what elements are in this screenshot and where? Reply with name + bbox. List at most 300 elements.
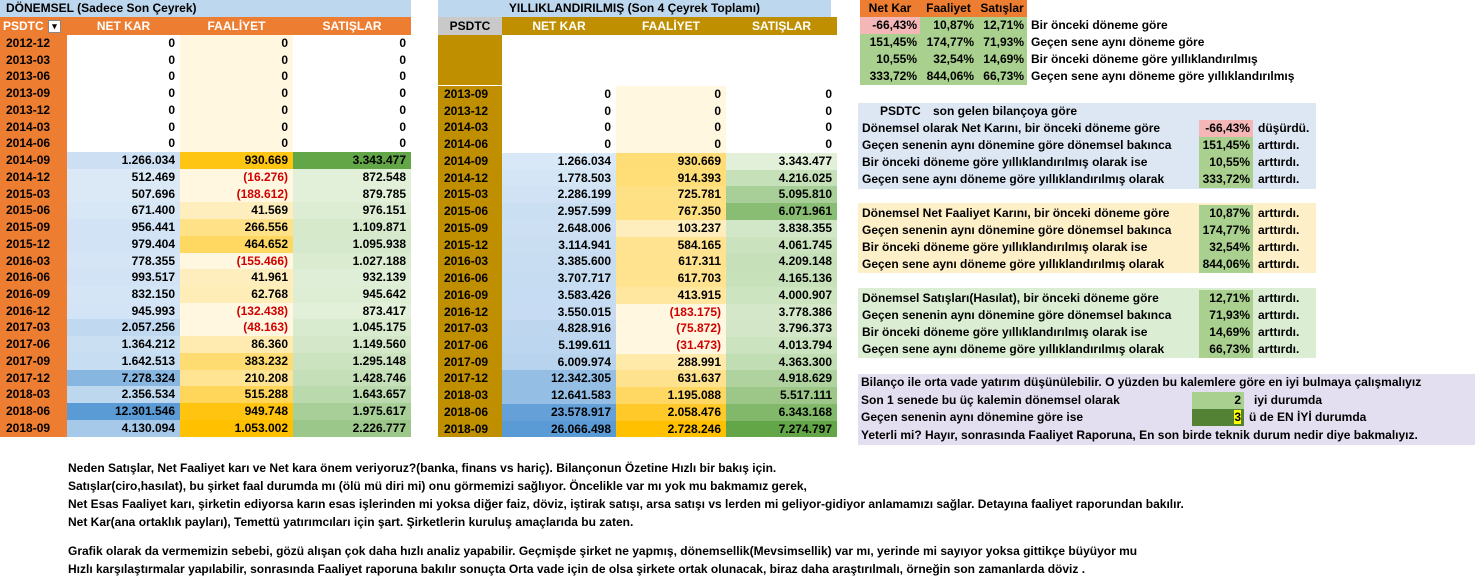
netkar-cell[interactable]: 993.517 (67, 269, 180, 286)
period-cell[interactable]: 2013-09 (0, 85, 67, 102)
period-cell[interactable]: 2017-06 (438, 337, 502, 354)
table-row (0, 186, 411, 203)
analysis-line-suffix: arttırdı. (1258, 240, 1300, 254)
summary-header-faaliyet: Faaliyet (920, 0, 977, 17)
table-row (0, 102, 411, 119)
satislar-cell[interactable]: 932.139 (293, 269, 411, 286)
right-col-faaliyet-header: FAALİYET (616, 17, 726, 35)
period-cell[interactable]: 2016-12 (0, 303, 67, 320)
satislar-cell[interactable]: 3.778.386 (726, 304, 837, 321)
table-row (438, 387, 837, 404)
faaliyet-cell[interactable]: (75.872) (616, 320, 726, 337)
period-cell[interactable]: 2018-09 (0, 420, 67, 437)
netkar-cell[interactable]: 0 (67, 119, 180, 136)
faaliyet-cell[interactable]: 1.053.002 (180, 420, 293, 437)
satislar-cell[interactable]: 879.785 (293, 186, 411, 203)
netkar-cell[interactable]: 23.578.917 (502, 404, 616, 421)
period-cell[interactable]: 2015-09 (438, 220, 502, 237)
period-cell[interactable]: 2016-06 (438, 270, 502, 287)
period-cell[interactable]: 2017-09 (0, 353, 67, 370)
netkar-cell[interactable]: 3.114.941 (502, 237, 616, 254)
summary-pct-cell[interactable]: 12,71% (977, 17, 1027, 34)
right-period-column-bg (438, 35, 502, 85)
analysis-line-value[interactable]: 14,69% (1199, 324, 1253, 341)
table-row (438, 320, 837, 337)
note-line-4: Net Kar(ana ortaklık payları), Temettü yatırımcıları için şart. Şirketlerin kuruluş amaçlarıda bu zaten. (68, 515, 634, 529)
faaliyet-cell[interactable]: 515.288 (180, 386, 293, 403)
analysis-line-suffix: arttırdı. (1258, 291, 1300, 305)
netkar-cell[interactable]: 0 (67, 52, 180, 69)
analysis-line-value[interactable]: 12,71% (1199, 290, 1253, 307)
summary-row-label: Geçen sene aynı döneme göre yıllıklandırılmış (1031, 69, 1295, 83)
analysis-line-text: Geçen sene aynı döneme göre yıllıklandırılmış olarak (862, 342, 1165, 356)
netkar-cell[interactable]: 1.642.513 (67, 353, 180, 370)
summary-header-netkar: Net Kar (860, 0, 920, 17)
netkar-cell[interactable]: 1.364.212 (67, 336, 180, 353)
analysis-line-text: Dönemsel olarak Net Karını, bir önceki döneme göre (862, 121, 1161, 135)
period-cell[interactable]: 2018-06 (438, 404, 502, 421)
netkar-cell[interactable]: 0 (502, 86, 616, 103)
table-row (438, 136, 837, 153)
satislar-cell[interactable]: 0 (293, 68, 411, 85)
faaliyet-cell[interactable]: 2.058.476 (616, 404, 726, 421)
period-cell[interactable]: 2015-06 (438, 203, 502, 220)
summary-pct-cell[interactable]: 66,73% (977, 68, 1027, 85)
netkar-cell[interactable]: 979.404 (67, 236, 180, 253)
netkar-cell[interactable]: 2.648.006 (502, 220, 616, 237)
period-cell[interactable]: 2013-06 (0, 68, 67, 85)
satislar-cell[interactable]: 4.363.300 (726, 354, 837, 371)
netkar-cell[interactable]: 671.400 (67, 202, 180, 219)
bilanco-line-2: Son 1 senede bu üç kalemin dönemsel olarak (861, 393, 1120, 407)
analysis-line-value[interactable]: 32,54% (1199, 239, 1253, 256)
netkar-cell[interactable]: 1.778.503 (502, 170, 616, 187)
table-row (0, 403, 411, 420)
netkar-cell[interactable]: 12.641.583 (502, 387, 616, 404)
period-cell[interactable]: 2018-03 (438, 387, 502, 404)
period-cell[interactable]: 2017-12 (438, 370, 502, 387)
bilanco-line-3-suffix: ü de EN İYİ durumda (1249, 410, 1367, 424)
faaliyet-cell[interactable]: (132.438) (180, 303, 293, 320)
period-cell[interactable]: 2014-06 (0, 135, 67, 152)
netkar-cell[interactable]: 2.957.599 (502, 203, 616, 220)
analysis-line-suffix: düşürdü. (1258, 121, 1310, 135)
faaliyet-cell[interactable]: 0 (180, 52, 293, 69)
period-cell[interactable]: 2013-09 (438, 86, 502, 103)
summary-pct-cell[interactable]: 32,54% (920, 51, 977, 68)
left-col-period-header[interactable] (0, 17, 67, 35)
faaliyet-cell[interactable]: (188.612) (180, 186, 293, 203)
period-cell[interactable]: 2013-03 (0, 52, 67, 69)
netkar-cell[interactable]: 832.150 (67, 286, 180, 303)
satislar-cell[interactable]: 1.428.746 (293, 370, 411, 387)
analysis-line-suffix: arttırdı. (1258, 342, 1300, 356)
satislar-cell[interactable]: 3.796.373 (726, 320, 837, 337)
note-line-3: Net Esas Faaliyet karı, şirketin ediyorsa karın esas işlerinden mi yoksa diğer faiz, döviz, iştirak satışı, arsa satışı vs lerden mi geliyor-gidiyor anlamamızı sağlar. Detayına faaliyet raporundan bakılır. (68, 497, 1184, 511)
analysis-line-value[interactable]: 66,73% (1199, 341, 1253, 358)
summary-pct-cell[interactable]: 333,72% (860, 68, 920, 85)
period-cell[interactable]: 2015-03 (0, 186, 67, 203)
faaliyet-analysis-box (858, 203, 1316, 273)
satislar-cell[interactable]: 0 (293, 135, 411, 152)
table-row (438, 119, 837, 136)
summary-pct-cell[interactable]: 151,45% (860, 34, 920, 51)
faaliyet-cell[interactable]: (183.175) (616, 304, 726, 321)
period-cell[interactable]: 2014-03 (438, 119, 502, 136)
faaliyet-cell[interactable]: 41.569 (180, 202, 293, 219)
period-cell[interactable]: 2012-12 (0, 35, 67, 52)
analysis-line-value[interactable]: -66,43% (1199, 120, 1253, 137)
faaliyet-cell[interactable]: 413.915 (616, 287, 726, 304)
netkar-cell[interactable]: 507.696 (67, 186, 180, 203)
analysis-line-value[interactable]: 333,72% (1199, 171, 1253, 188)
satislar-cell[interactable]: 7.274.797 (726, 421, 837, 438)
period-cell[interactable]: 2016-09 (438, 287, 502, 304)
netkar-cell[interactable]: 1.266.034 (67, 152, 180, 169)
faaliyet-cell[interactable]: 2.728.246 (616, 421, 726, 438)
faaliyet-cell[interactable]: 0 (180, 85, 293, 102)
netkar-cell[interactable]: 0 (67, 102, 180, 119)
satislar-cell[interactable]: 0 (726, 86, 837, 103)
analysis-line-text: Dönemsel Net Faaliyet Karını, bir önceki döneme göre (862, 206, 1170, 220)
netkar-cell[interactable]: 0 (67, 85, 180, 102)
summary-row-label: Bir önceki döneme göre (1031, 18, 1168, 32)
netkar-cell[interactable]: 956.441 (67, 219, 180, 236)
table-row (0, 253, 411, 270)
table-row (0, 286, 411, 303)
summary-pct-cell[interactable]: 71,93% (977, 34, 1027, 51)
satislar-cell[interactable]: 4.165.136 (726, 270, 837, 287)
netkar-cell[interactable]: 7.278.324 (67, 370, 180, 387)
table-row (438, 237, 837, 254)
table-row (438, 253, 837, 270)
summary-pct-cell[interactable]: 14,69% (977, 51, 1027, 68)
faaliyet-cell[interactable]: 0 (180, 35, 293, 52)
satislar-cell[interactable]: 4.209.148 (726, 253, 837, 270)
faaliyet-cell[interactable]: (31.473) (616, 337, 726, 354)
period-cell[interactable]: 2017-03 (0, 319, 67, 336)
satislar-cell[interactable]: 0 (293, 35, 411, 52)
analysis-line-suffix: arttırdı. (1258, 206, 1300, 220)
analysis-line-text: Geçen sene aynı döneme göre yıllıklandırılmış olarak (862, 172, 1165, 186)
bilanco-line-2-suffix: iyi durumda (1254, 393, 1323, 407)
period-cell[interactable]: 2016-12 (438, 304, 502, 321)
table-row (0, 85, 411, 102)
right-table-header (438, 17, 837, 35)
summary-pct-cell[interactable]: 10,55% (860, 51, 920, 68)
analysis-line-text: Bir önceki döneme göre yıllıklandırılmış olarak ise (862, 240, 1148, 254)
satislar-cell[interactable]: 4.013.794 (726, 337, 837, 354)
period-cell[interactable]: 2017-03 (438, 320, 502, 337)
table-row (0, 202, 411, 219)
satislar-cell[interactable]: 1.295.148 (293, 353, 411, 370)
netkar-cell[interactable]: 6.009.974 (502, 354, 616, 371)
table-row (438, 86, 837, 103)
satislar-cell[interactable]: 1.095.938 (293, 236, 411, 253)
satislar-cell[interactable]: 0 (726, 103, 837, 120)
right-col-netkar-header: NET KAR (502, 17, 616, 35)
netkar-cell[interactable]: 512.469 (67, 169, 180, 186)
left-col-period-label: PSDTC (3, 19, 44, 33)
period-cell[interactable]: 2015-12 (438, 237, 502, 254)
right-col-satislar-header: SATIŞLAR (726, 17, 837, 35)
table-row (0, 219, 411, 236)
satislar-cell[interactable]: 0 (293, 119, 411, 136)
faaliyet-cell[interactable]: 631.637 (616, 370, 726, 387)
note-line-6: Hızlı karşılaştırmalar yapılabilir, sonrasında Faaliyet raporuna bakılır sonuçta Orta vade için de olsa şirkete ortak olunacak, biraz daha araştırılmalı, örneğin son zamanlarda döviz . (68, 562, 1086, 576)
netkar-cell[interactable]: 3.707.717 (502, 270, 616, 287)
netkar-cell[interactable]: 0 (67, 135, 180, 152)
summary-pct-cell[interactable]: 174,77% (920, 34, 977, 51)
right-data-table (438, 86, 837, 437)
faaliyet-cell[interactable]: 0 (180, 135, 293, 152)
table-row (0, 269, 411, 286)
satislar-cell[interactable]: 6.343.168 (726, 404, 837, 421)
faaliyet-cell[interactable]: 584.165 (616, 237, 726, 254)
table-row (438, 103, 837, 120)
summary-pct-cell[interactable]: 844,06% (920, 68, 977, 85)
period-cell[interactable]: 2014-06 (438, 136, 502, 153)
analysis-line-text: Geçen senenin aynı dönemine göre dönemsel bakınca (862, 308, 1172, 322)
satislar-cell[interactable]: 1.149.560 (293, 336, 411, 353)
satislar-cell[interactable]: 0 (293, 85, 411, 102)
netkar-cell[interactable]: 12.301.546 (67, 403, 180, 420)
faaliyet-cell[interactable]: (16.276) (180, 169, 293, 186)
satislar-cell[interactable]: 3.838.355 (726, 220, 837, 237)
faaliyet-cell[interactable]: 288.991 (616, 354, 726, 371)
period-cell[interactable]: 2017-12 (0, 370, 67, 387)
netkar-analysis-box (858, 103, 1316, 189)
satislar-cell[interactable]: 1.109.871 (293, 219, 411, 236)
faaliyet-cell[interactable]: 0 (616, 86, 726, 103)
netkar-cell[interactable]: 778.355 (67, 253, 180, 270)
table-row (0, 420, 411, 437)
netkar-cell[interactable]: 945.993 (67, 303, 180, 320)
faaliyet-cell[interactable]: 617.311 (616, 253, 726, 270)
period-cell[interactable]: 2018-09 (438, 421, 502, 438)
period-cell[interactable]: 2016-06 (0, 269, 67, 286)
analysis-line-suffix: arttırdı. (1258, 172, 1300, 186)
analysis-line-text: Geçen senenin aynı dönemine göre dönemsel bakınca (862, 138, 1172, 152)
period-cell[interactable]: 2016-03 (438, 253, 502, 270)
satislar-cell[interactable]: 5.517.111 (726, 387, 837, 404)
analysis-line-text: Geçen senenin aynı dönemine göre dönemsel bakınca (862, 223, 1172, 237)
satislar-cell[interactable]: 4.918.629 (726, 370, 837, 387)
faaliyet-cell[interactable]: 41.961 (180, 269, 293, 286)
analysis-line-value[interactable]: 174,77% (1199, 222, 1253, 239)
table-row (438, 404, 837, 421)
period-cell[interactable]: 2015-06 (0, 202, 67, 219)
netkar-box-ticker: PSDTC (880, 104, 921, 118)
analysis-line-value[interactable]: 10,55% (1199, 154, 1253, 171)
table-row (438, 203, 837, 220)
faaliyet-cell[interactable]: 0 (616, 136, 726, 153)
period-cell[interactable]: 2014-12 (438, 170, 502, 187)
analysis-line-suffix: arttırdı. (1258, 138, 1300, 152)
satislar-cell[interactable]: 873.417 (293, 303, 411, 320)
analysis-line-suffix: arttırdı. (1258, 325, 1300, 339)
analysis-line-value[interactable]: 151,45% (1199, 137, 1253, 154)
analysis-line-suffix: arttırdı. (1258, 223, 1300, 237)
table-row (0, 152, 411, 169)
table-row (0, 336, 411, 353)
netkar-cell[interactable]: 4.828.916 (502, 320, 616, 337)
netkar-cell[interactable]: 2.286.199 (502, 186, 616, 203)
period-cell[interactable]: 2018-03 (0, 386, 67, 403)
satislar-cell[interactable]: 3.343.477 (726, 153, 837, 170)
bilanco-line-4: Yeterli mi? Hayır, sonrasında Faaliyet Raporuna, En son birde teknik durum nedir diye bakmalıyız. (861, 428, 1418, 442)
satislar-cell[interactable]: 4.061.745 (726, 237, 837, 254)
faaliyet-cell[interactable]: 767.350 (616, 203, 726, 220)
satislar-cell[interactable]: 6.071.961 (726, 203, 837, 220)
satislar-cell[interactable]: 0 (293, 52, 411, 69)
filter-dropdown-icon[interactable]: ▾ (48, 20, 61, 33)
table-row (438, 153, 837, 170)
netkar-cell[interactable]: 0 (67, 35, 180, 52)
table-row (438, 287, 837, 304)
faaliyet-cell[interactable]: 103.237 (616, 220, 726, 237)
note-line-5: Grafik olarak da vermemizin sebebi, gözü alışan çok daha hızlı analiz yapabilir. Geçmişde şirket ne yapmış, dönemsellik(Mevsimsellik) var mı, yerinde mi sayıyor yoksa gittikçe büyüyor mu (68, 544, 1138, 558)
faaliyet-cell[interactable]: 0 (616, 119, 726, 136)
period-cell[interactable]: 2014-09 (0, 152, 67, 169)
table-row (438, 354, 837, 371)
table-row (438, 370, 837, 387)
netkar-cell[interactable]: 12.342.305 (502, 370, 616, 387)
faaliyet-cell[interactable]: 930.669 (616, 153, 726, 170)
table-row (0, 303, 411, 320)
period-cell[interactable]: 2013-12 (438, 103, 502, 120)
period-cell[interactable]: 2017-06 (0, 336, 67, 353)
faaliyet-cell[interactable]: 86.360 (180, 336, 293, 353)
satislar-cell[interactable]: 2.226.777 (293, 420, 411, 437)
analysis-line-suffix: arttırdı. (1258, 257, 1300, 271)
satislar-cell[interactable]: 0 (726, 136, 837, 153)
netkar-cell[interactable]: 4.130.094 (67, 420, 180, 437)
analysis-line-value[interactable]: 844,06% (1199, 256, 1253, 273)
summary-pct-cell[interactable]: 10,87% (920, 17, 977, 34)
faaliyet-cell[interactable]: 930.669 (180, 152, 293, 169)
summary-pct-cell[interactable]: -66,43% (860, 17, 920, 34)
faaliyet-cell[interactable]: 725.781 (616, 186, 726, 203)
period-cell[interactable]: 2016-09 (0, 286, 67, 303)
table-row (438, 304, 837, 321)
period-cell[interactable]: 2014-12 (0, 169, 67, 186)
netkar-cell[interactable]: 2.057.256 (67, 319, 180, 336)
netkar-cell[interactable]: 2.356.534 (67, 386, 180, 403)
satis-analysis-box (858, 288, 1316, 358)
table-row (0, 169, 411, 186)
analysis-line-text: Bir önceki döneme göre yıllıklandırılmış olarak ise (862, 155, 1148, 169)
netkar-cell[interactable]: 0 (502, 103, 616, 120)
left-col-faaliyet-header: FAALİYET (180, 17, 293, 35)
netkar-cell[interactable]: 0 (67, 68, 180, 85)
table-row (438, 337, 837, 354)
satislar-cell[interactable]: 976.151 (293, 202, 411, 219)
faaliyet-cell[interactable]: (48.163) (180, 319, 293, 336)
analysis-line-suffix: arttırdı. (1258, 155, 1300, 169)
faaliyet-cell[interactable]: 266.556 (180, 219, 293, 236)
table-row (0, 135, 411, 152)
netkar-cell[interactable]: 0 (502, 119, 616, 136)
summary-table (860, 0, 1380, 88)
satislar-cell[interactable]: 3.343.477 (293, 152, 411, 169)
faaliyet-cell[interactable]: 62.768 (180, 286, 293, 303)
satislar-cell[interactable]: 1.975.617 (293, 403, 411, 420)
netkar-cell[interactable]: 3.385.600 (502, 253, 616, 270)
right-col-period-header: PSDTC (438, 17, 502, 35)
table-row (0, 52, 411, 69)
table-row (0, 68, 411, 85)
period-cell[interactable]: 2016-03 (0, 253, 67, 270)
satislar-cell[interactable]: 1.643.657 (293, 386, 411, 403)
period-cell[interactable]: 2015-03 (438, 186, 502, 203)
netkar-cell[interactable]: 3.550.015 (502, 304, 616, 321)
faaliyet-cell[interactable]: 0 (616, 103, 726, 120)
bilanco-line-2-value: 2 (1192, 392, 1244, 409)
analysis-line-text: Dönemsel Satışları(Hasılat), bir önceki döneme göre (862, 291, 1159, 305)
satislar-cell[interactable]: 0 (293, 102, 411, 119)
faaliyet-cell[interactable]: 949.748 (180, 403, 293, 420)
period-cell[interactable]: 2015-12 (0, 236, 67, 253)
table-row (438, 170, 837, 187)
netkar-cell[interactable]: 3.583.426 (502, 287, 616, 304)
satislar-cell[interactable]: 5.095.810 (726, 186, 837, 203)
period-cell[interactable]: 2014-09 (438, 153, 502, 170)
analysis-line-suffix: arttırdı. (1258, 308, 1300, 322)
bilanco-line-1: Bilanço ile orta vade yatırım düşünülebilir. O yüzden bu kalemlere göre en iyi bulmaya çalışmalıyız (861, 375, 1422, 389)
faaliyet-cell[interactable]: 0 (180, 119, 293, 136)
faaliyet-cell[interactable]: 914.393 (616, 170, 726, 187)
right-table-title: YILLIKLANDIRILMIŞ (Son 4 Çeyrek Toplamı) (438, 0, 831, 17)
satislar-cell[interactable]: 945.642 (293, 286, 411, 303)
satislar-cell[interactable]: 4.216.025 (726, 170, 837, 187)
bilanco-line-3: Geçen senenin aynı dönemine göre ise (861, 410, 1084, 424)
netkar-cell[interactable]: 26.066.498 (502, 421, 616, 438)
faaliyet-cell[interactable]: (155.466) (180, 253, 293, 270)
analysis-line-value[interactable]: 10,87% (1199, 205, 1253, 222)
satislar-cell[interactable]: 872.548 (293, 169, 411, 186)
period-cell[interactable]: 2018-06 (0, 403, 67, 420)
satislar-cell[interactable]: 1.045.175 (293, 319, 411, 336)
note-line-2: Satışlar(ciro,hasılat), bu şirket faal durumda mı (ölü mü diri mi) onu görmemizi sağlıyor. Öncelikle var mı yok mu bakmamız gerek, (68, 479, 807, 493)
table-row (0, 353, 411, 370)
faaliyet-cell[interactable]: 383.232 (180, 353, 293, 370)
satislar-cell[interactable]: 0 (726, 119, 837, 136)
netkar-box-title: son gelen bilançoya göre (933, 104, 1078, 118)
table-row (0, 236, 411, 253)
netkar-cell[interactable]: 1.266.034 (502, 153, 616, 170)
period-cell[interactable]: 2013-12 (0, 102, 67, 119)
faaliyet-cell[interactable]: 617.703 (616, 270, 726, 287)
satislar-cell[interactable]: 1.027.188 (293, 253, 411, 270)
period-cell[interactable]: 2014-03 (0, 119, 67, 136)
netkar-cell[interactable]: 5.199.611 (502, 337, 616, 354)
analysis-line-value[interactable]: 71,93% (1199, 307, 1253, 324)
summary-row-label: Bir önceki döneme göre yıllıklandırılmış (1031, 52, 1258, 66)
summary-header-satislar: Satışlar (977, 0, 1027, 17)
faaliyet-cell[interactable]: 210.208 (180, 370, 293, 387)
faaliyet-cell[interactable]: 464.652 (180, 236, 293, 253)
satislar-cell[interactable]: 4.000.907 (726, 287, 837, 304)
period-cell[interactable]: 2017-09 (438, 354, 502, 371)
table-row (438, 270, 837, 287)
faaliyet-cell[interactable]: 0 (180, 68, 293, 85)
summary-row-label: Geçen sene aynı döneme göre (1031, 35, 1205, 49)
faaliyet-cell[interactable]: 0 (180, 102, 293, 119)
faaliyet-cell[interactable]: 1.195.088 (616, 387, 726, 404)
period-cell[interactable]: 2015-09 (0, 219, 67, 236)
netkar-cell[interactable]: 0 (502, 136, 616, 153)
